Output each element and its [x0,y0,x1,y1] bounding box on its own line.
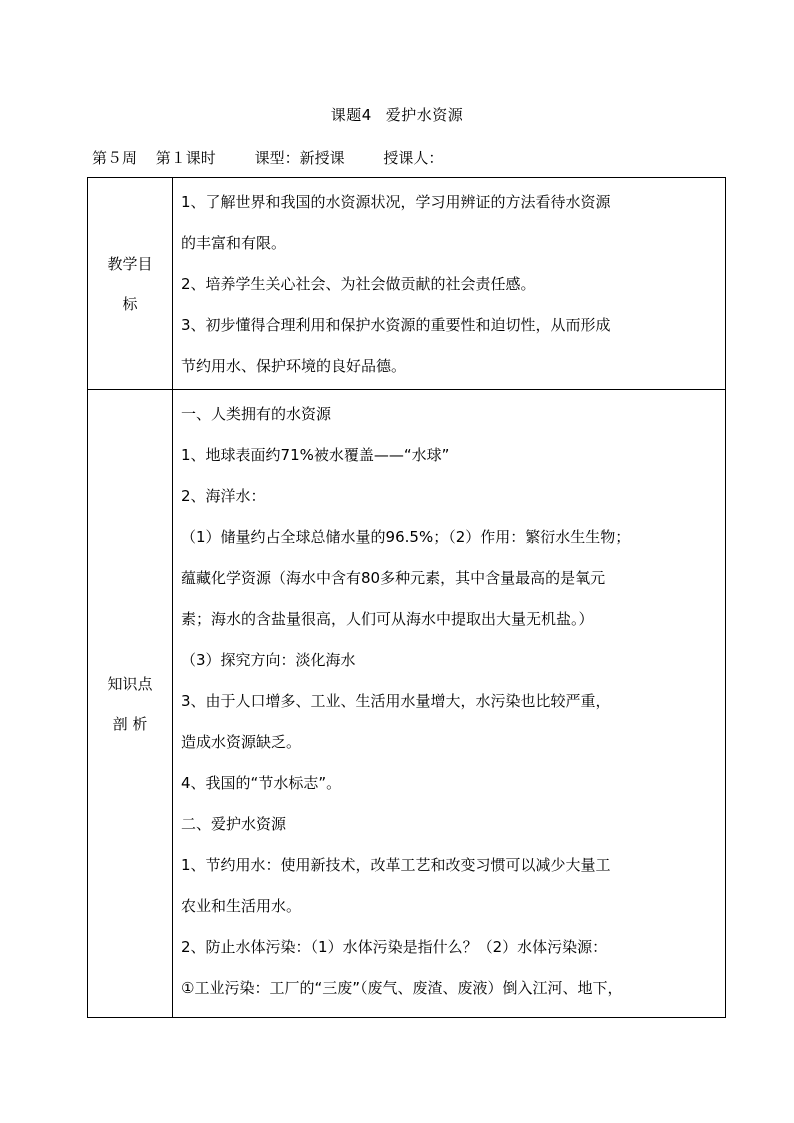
objective-line: 的丰富和有限。 [181,234,287,252]
objectives-content-cell [173,178,726,390]
knowledge-line: 3、由于人口增多、工业、生活用水量增大，水污染也比较严重， [181,692,611,710]
knowledge-line: 2、海洋水： [181,487,266,505]
knowledge-line: ①工业污染：工厂的“三废”（废气、废渣、废液）倒入江河、地下， [181,979,623,997]
knowledge-line: 1、节约用水：使用新技术，改革工艺和改变习惯可以减少大量工 [181,856,611,874]
objectives-label-line1: 教学目 [107,254,153,273]
period-label: 第１课时 [155,149,216,167]
teacher-label: 授课人： [383,149,444,167]
objective-line: 1、了解世界和我国的水资源状况，学习用辨证的方法看待水资源 [181,193,611,211]
knowledge-line: 二、爱护水资源 [181,815,287,833]
lesson-type-label: 课型：新授课 [254,149,345,167]
knowledge-line: 蕴藏化学资源（海水中含有80多种元素，其中含量最高的是氧元 [181,569,606,587]
week-label: 第５周 [92,149,138,167]
objectives-label-cell [88,178,173,390]
knowledge-line: 一、人类拥有的水资源 [181,405,332,423]
lesson-topic: 爱护水资源 [385,106,464,124]
knowledge-label-cell [88,390,173,1018]
objective-line: 节约用水、保护环境的良好品德。 [181,357,407,375]
knowledge-line: （1）储量约占全球总储水量的96.5%；（2）作用：繁衍水生生物； [181,528,631,546]
objectives-label-line2: 标 [122,294,138,313]
knowledge-line: 素；海水的含盐量很高，人们可从海水中提取出大量无机盐。） [181,610,594,628]
knowledge-label-line2: 剖 析 [112,714,148,733]
knowledge-label-line1: 知识点 [107,674,153,693]
lesson-meta [92,147,443,169]
knowledge-line: 2、防止水体污染：（1）水体污染是指什么？（2）水体污染源： [181,938,608,956]
knowledge-line: 4、我国的“节水标志”。 [181,774,342,792]
knowledge-line: 1、地球表面约71%被水覆盖——“水球” [181,446,450,464]
objective-line: 3、初步懂得合理利用和保护水资源的重要性和迫切性，从而形成 [181,316,611,334]
knowledge-content-cell [173,390,726,1018]
objectives-row [88,178,726,390]
objective-line: 2、培养学生关心社会、为社会做贡献的社会责任感。 [181,275,536,293]
knowledge-line: 造成水资源缺乏。 [181,733,302,751]
page-title [0,104,794,126]
knowledge-line: （3）探究方向：淡化海水 [181,651,356,669]
knowledge-line: 农业和生活用水。 [181,897,302,915]
lesson-number: 课题4 [330,106,372,124]
knowledge-row [88,390,726,1018]
lesson-plan-table [87,177,726,1018]
